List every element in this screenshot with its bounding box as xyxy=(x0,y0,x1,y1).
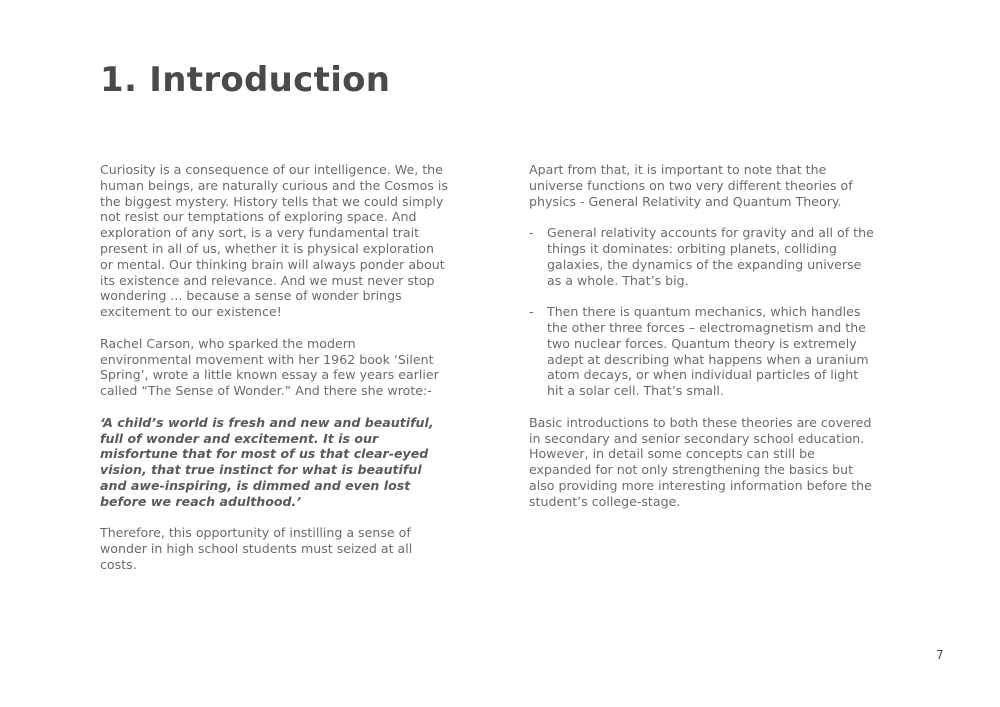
theories-paragraph: Apart from that, it is important to note that the universe functions on two very different theories of physics - General Relativity and Quantum Theory. xyxy=(529,162,853,209)
carson-quote: ‘A child’s world is fresh and new and beautiful, full of wonder and excitement. It is our misfortune that for most of us that clear-eyed vision, that true instinct for what is beautiful and awe-inspiring, is dimmed and even lost before we reach adulthood.’ xyxy=(100,414,434,509)
dash-marker: - xyxy=(529,304,534,320)
intro-paragraph-curiosity: Curiosity is a consequence of our intelligence. We, the human beings, are naturally curious and the Cosmos is the biggest mystery. History tells that we could simply not resist our temptations of exploring space. And exploration of any sort, is a very fundamental trait present in all of us, whether it is physical exploration or mental. Our thinking brain will always ponder about its existence and relevance. And we must never stop wondering ... because a sense of wonder brings excitement to our existence! xyxy=(100,162,448,320)
right-column xyxy=(529,162,874,525)
page-title: 1. Introduction xyxy=(100,60,391,100)
basics-paragraph: Basic introductions to both these theories are covered in secondary and senior secondary school education. xyxy=(529,414,872,446)
intro-paragraph-conclusion: Therefore, this opportunity of instilling a sense of wonder in high school students must seized at all costs. xyxy=(100,525,413,572)
left-column xyxy=(100,162,450,589)
theories-list xyxy=(529,225,874,399)
list-item-general-relativity xyxy=(529,225,874,288)
list-item-text: Then there is quantum mechanics, which handles the other three forces – electromagnetism and the two nuclear forces. Quantum theory is extremely adept at describing what happens when a uranium atom decays, or when individual particles of light hit a solar cell. That’s small. xyxy=(547,304,869,399)
intro-paragraph-carson: Rachel Carson, who sparked the modern environmental movement with her 1962 book ‘Silent Spring’, wrote a little known essay a few years earlier called “The Sense of Wonder.” And there she wrote:- xyxy=(100,335,439,399)
list-item-quantum-mechanics xyxy=(529,304,874,399)
list-item-text: General relativity accounts for gravity and all of the things it dominates: orbiting planets, colliding galaxies, the dynamics of the expanding universe as a whole. That’s big. xyxy=(547,225,874,288)
dash-marker: - xyxy=(529,225,534,241)
page-number: 7 xyxy=(936,648,944,662)
details-paragraph: However, in detail some concepts can still be expanded for not only strengthening the basics but also providing more interesting information before the student’s college-stage. xyxy=(529,446,872,509)
